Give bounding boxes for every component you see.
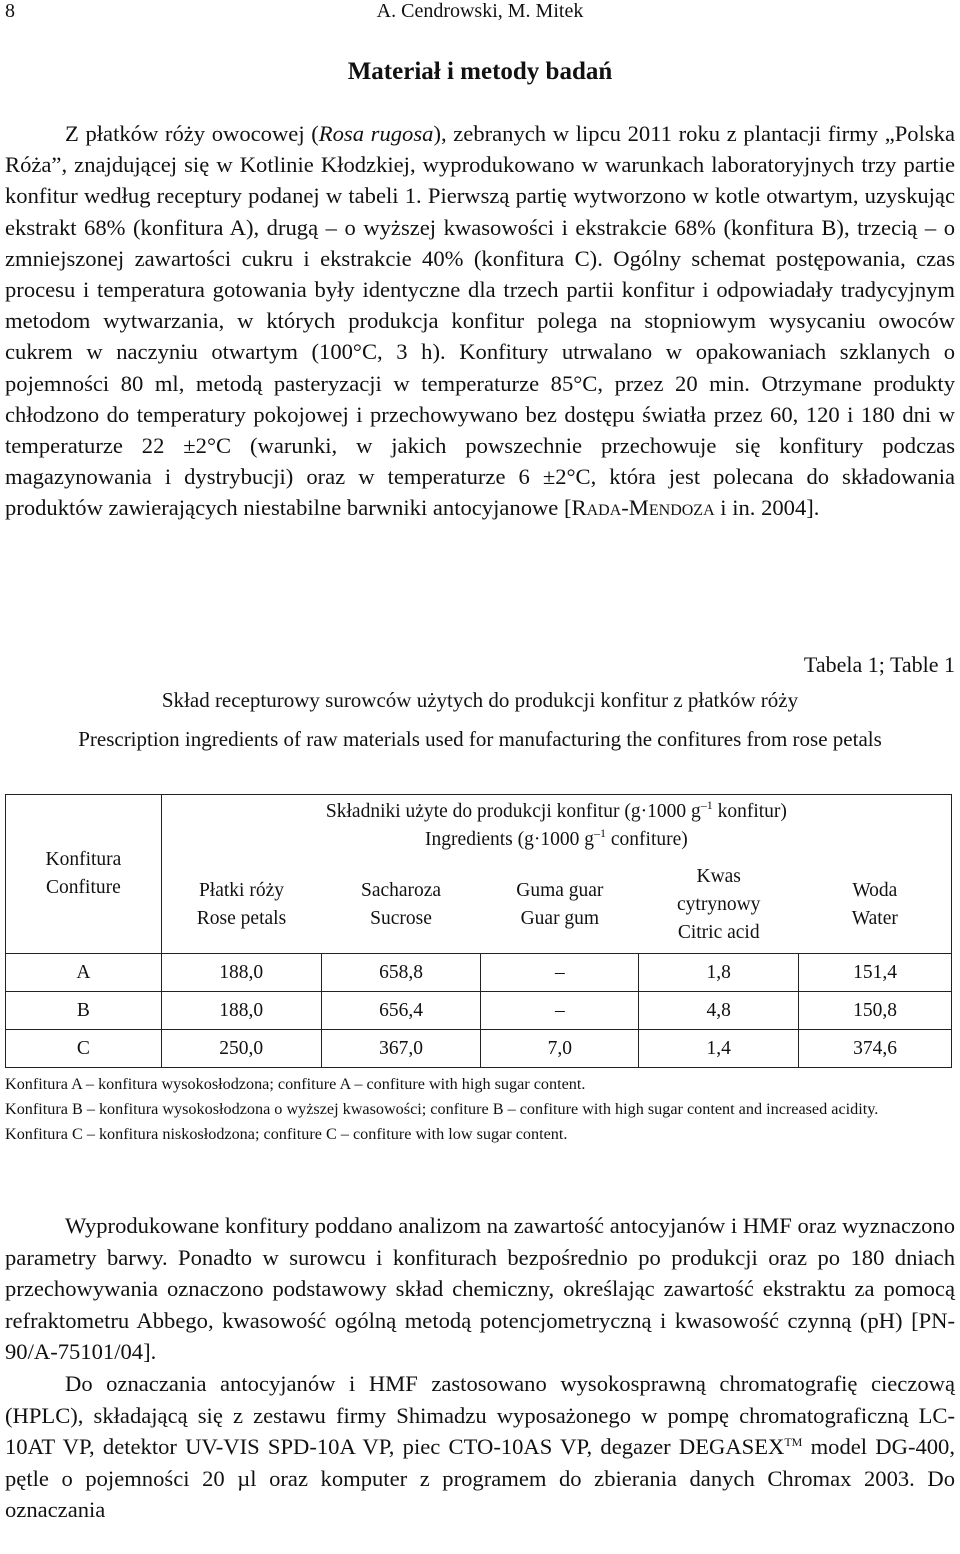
para1-s1: Z płatków róży owocowej ( — [65, 121, 319, 146]
table-note-b: Konfitura B – konfitura wysokosłodzona o wyższej kwasowości; confiture B – confiture with high sugar content and increased acidity. — [5, 1100, 879, 1118]
table-note-a: Konfitura A – konfitura wysokosłodzona; confiture A – confiture with high sugar content. — [5, 1075, 586, 1093]
row-label: A — [6, 954, 162, 992]
page-number: 8 — [5, 0, 15, 22]
table-cell: 367,0 — [321, 1030, 481, 1068]
header-ingredients-group — [161, 795, 951, 858]
table-cell: 1,8 — [639, 954, 799, 992]
table-cell: 4,8 — [639, 992, 799, 1030]
header-confiture — [6, 795, 162, 954]
header-group-pl: Składniki użyte do produkcji konfitur (g·1000 $g^{-1}$ konfitur) — [325, 798, 787, 822]
species-name: Rosa rugosa — [318, 121, 434, 146]
paragraph-hplc: Do oznaczania antocyjanów i HMF zastosowano wysokosprawną chromatografię cieczową (HPLC), składającą się z zestawu firmy Shimadzu wyposażonego w pompę chromatograficzną LC-10AT VP, detektor UV-VIS SPD-10A VP, piec CTO-10AS VP, degazer DEGASEX™ model DG-400, pętle o pojemności 20 µl oraz komputer z programem do zbierania danych Chromax 2003. Do oznaczania — [5, 1370, 956, 1523]
para1-s4: Ogólny schemat postępowania, czas procesu i temperatura gotowania były identyczne dla trzech partii konfitur i odpowiadały tradycyjnym metodom wytwarzania, w których produkcja konfitur polega na stopniowym wysycaniu owoców cukrem w naczyniu otwartym (100°C, 3 h). — [5, 245, 955, 365]
running-title: A. Cendrowski, M. Mitek — [376, 0, 584, 22]
table-title-en: Prescription ingredients of raw materials used for manufacturing the confitures from rose petals — [78, 727, 882, 751]
citation-authors: Rada-Mendoza — [571, 495, 715, 521]
paragraph-analysis: Wyprodukowane konfitury poddano analizom na zawartość antocyjanów i HMF oraz wyznaczono parametry barwy. Ponadto w surowcu i konfiturach bezpośrednio po produkcji oraz po 180 dniach przechowywania oznaczono podstawowy skład chemiczny, określając zawartość ekstraktu za pomocą refraktometru Abbego, kwasowość ogólną metodą potencjometryczną i kwasowość czynną (pH) [PN-90/A-75101/04]. — [5, 1213, 955, 1365]
table-row — [6, 992, 952, 1030]
table-title-pl: Skład recepturowy surowców użytych do produkcji konfitur z płatków róży — [161, 688, 799, 712]
header-col-rose-petals: Płatki róży Rose petals — [161, 857, 321, 954]
table-label: Tabela 1; Table 1 — [803, 652, 955, 677]
table-cell: 151,4 — [799, 954, 952, 992]
table-cell: 656,4 — [321, 992, 481, 1030]
table-cell: 374,6 — [799, 1030, 952, 1068]
paragraph-materials — [5, 118, 955, 524]
table-cell: – — [481, 992, 639, 1030]
table-cell: 1,4 — [639, 1030, 799, 1068]
row-label: B — [6, 992, 162, 1030]
header-col-guar-gum: Guma guar Guar gum — [481, 857, 639, 954]
header-confiture-pl: Konfitura — [45, 849, 122, 870]
table-row — [6, 954, 952, 992]
header-col-water: Woda Water — [799, 857, 952, 954]
row-label: C — [6, 1030, 162, 1068]
table-cell: 250,0 — [161, 1030, 321, 1068]
header-group-en: Ingredients (g·1000 $g^{-1}$ confiture) — [425, 826, 688, 850]
paragraphs-analysis — [5, 1210, 955, 1526]
para1-s3: Pierwszą partię wytworzono w kotle otwartym, uzyskując ekstrakt 68% (konfitura A), drugą – o wyższej kwasowości i ekstrakcie 68% (konfitura B), trzecią – o zmniejszonej zawartości cukru i ekstrakcie 40% (konfitura C). — [5, 183, 955, 271]
table-cell: 188,0 — [161, 992, 321, 1030]
table-cell: – — [481, 954, 639, 992]
table-cell: 188,0 — [161, 954, 321, 992]
para1-s5: Konfitury utrwalano w opakowaniach szklanych o pojemności 80 ml, metodą pasteryzacji w temperaturze 85°C, przez 20 min. Otrzymane produkty chłodzono do temperatury pokojowej i przechowywano bez dostępu światła przez 60, 120 i 180 dni w temperaturze 22 ±2°C (warunki, w jakich powszechnie przechowuje się konfitury podczas magazynowania i dystrybucji) oraz w temperaturze 6 ±2°C, która jest polecana do składowania produktów zawierających niestabilne barwniki antocyjanowe [ — [5, 339, 955, 521]
para1-s6: i in. 2004]. — [714, 495, 820, 521]
recipe-table — [5, 794, 952, 1068]
header-confiture-en: Confiture — [46, 877, 121, 898]
table-notes — [5, 1072, 955, 1147]
table-row — [6, 1030, 952, 1068]
section-title: Materiał i metody badań — [347, 58, 613, 85]
page-header — [5, 0, 955, 26]
table-cell: 658,8 — [321, 954, 481, 992]
table-cell: 7,0 — [481, 1030, 639, 1068]
para1-s2: ), zebranych w lipcu 2011 roku z plantacji firmy „Polska Róża”, znajdującej się w Kotlinie Kłodzkiej, wyprodukowano w warunkach laboratoryjnych trzy partie konfitur według receptury podanej w tabeli 1. — [5, 121, 956, 209]
table-cell: 150,8 — [799, 992, 952, 1030]
table-block — [5, 652, 955, 1143]
header-col-sucrose: Sacharoza Sucrose — [321, 857, 481, 954]
table-note-c: Konfitura C – konfitura niskosłodzona; confiture C – confiture with low sugar content. — [5, 1125, 568, 1143]
header-col-citric-acid: Kwas cytrynowy Citric acid — [639, 857, 799, 954]
document-page — [5, 0, 956, 1523]
trademark-mark: TM — [784, 1435, 803, 1450]
